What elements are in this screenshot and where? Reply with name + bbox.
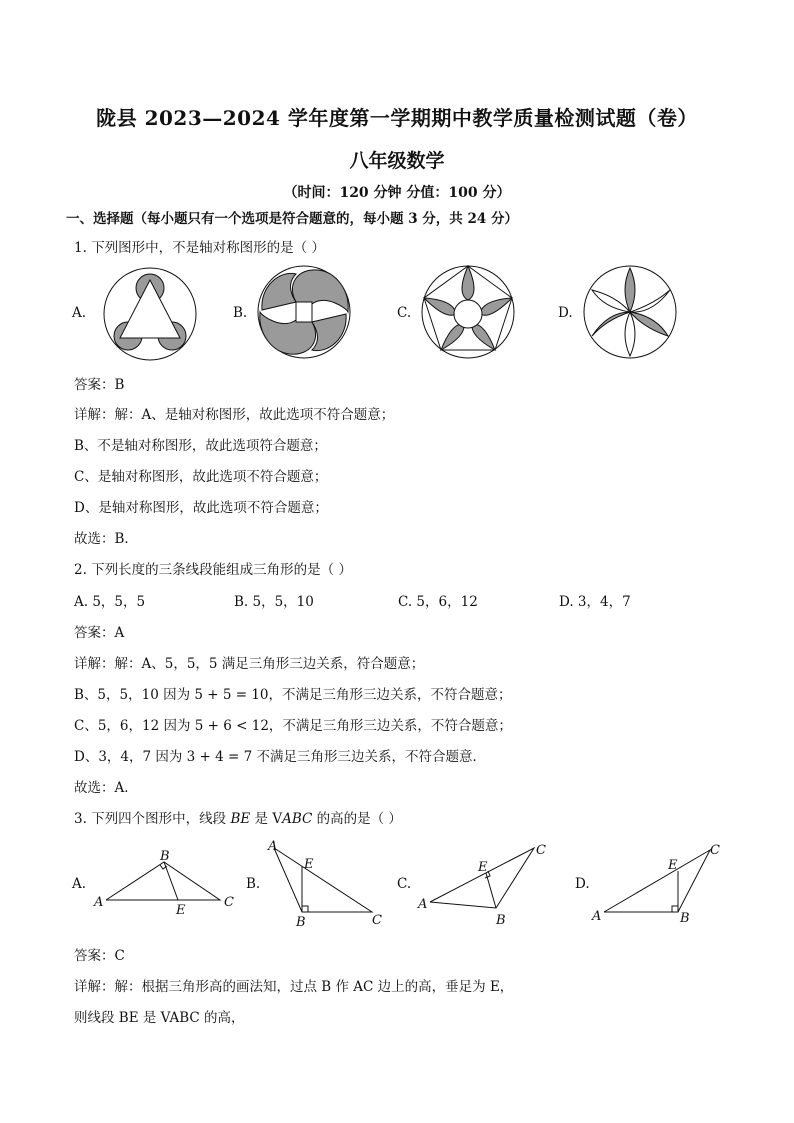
vertex-label-c: C bbox=[224, 895, 234, 910]
q3-figure-d bbox=[588, 840, 728, 930]
q1-explain-line: C、是轴对称图形，故此选项不符合题意； bbox=[74, 469, 328, 485]
page-title: 陇县 2023—2024 学年度第一学期期中教学质量检测试题（卷） bbox=[96, 106, 698, 130]
q1-stem: 1. 下列图形中，不是轴对称图形的是（ ） bbox=[74, 240, 325, 256]
vertex-label-e: E bbox=[668, 858, 678, 873]
vertex-label-a: A bbox=[94, 895, 104, 910]
exam-meta: （时间：120 分钟 分值：100 分） bbox=[283, 185, 511, 201]
q2-answer: 答案：A bbox=[74, 625, 125, 641]
q1-option-d-label: D. bbox=[558, 305, 573, 321]
q2-stem: 2. 下列长度的三条线段能组成三角形的是（ ） bbox=[74, 562, 352, 578]
section-heading: 一、选择题（每小题只有一个选项是符合题意的，每小题 3 分，共 24 分） bbox=[66, 211, 518, 227]
q3-stem-triangle: ABC bbox=[282, 811, 313, 827]
q3-stem-mid: 是 V bbox=[254, 811, 283, 827]
q1-figure-c bbox=[420, 264, 516, 360]
q2-explain-line: C、5，6，12 因为 5 + 6 < 12，不满足三角形三边关系，不符合题意； bbox=[74, 718, 512, 734]
vertex-label-e: E bbox=[478, 860, 488, 875]
vertex-label-b: B bbox=[496, 913, 506, 928]
vertex-label-e: E bbox=[176, 903, 186, 918]
vertex-label-a: A bbox=[268, 839, 278, 854]
q3-figure-c bbox=[414, 840, 554, 930]
q3-option-d-label: D. bbox=[575, 876, 590, 892]
q2-option-c: C. 5，6，12 bbox=[398, 594, 478, 610]
q1-explain-line: B、不是轴对称图形，故此选项符合题意； bbox=[74, 438, 327, 454]
q3-stem bbox=[74, 807, 402, 827]
q2-option-a: A. 5，5，5 bbox=[74, 594, 146, 610]
q3-option-c-label: C. bbox=[397, 876, 412, 892]
q1-explain-line: D、是轴对称图形，故此选项不符合题意； bbox=[74, 500, 328, 516]
q3-option-b-label: B. bbox=[246, 876, 261, 892]
vertex-label-c: C bbox=[536, 843, 546, 858]
vertex-label-a: A bbox=[592, 909, 602, 924]
q1-figure-a bbox=[102, 266, 198, 362]
q3-figure-a bbox=[90, 848, 240, 918]
q1-answer: 答案：B bbox=[74, 377, 125, 393]
q1-figure-b bbox=[256, 264, 352, 360]
q1-option-c-label: C. bbox=[397, 305, 412, 321]
q2-explain-line: 故选：A． bbox=[74, 780, 138, 796]
vertex-label-b: B bbox=[296, 915, 306, 930]
q2-option-d: D. 3，4，7 bbox=[559, 594, 631, 610]
vertex-label-a: A bbox=[418, 897, 428, 912]
q3-stem-prefix: 3. 下列四个图形中，线段 bbox=[74, 811, 227, 827]
q1-figure-d bbox=[582, 264, 678, 360]
q1-explain-line: 故选：B． bbox=[74, 531, 138, 547]
q1-explain-line: 详解：解：A、是轴对称图形，故此选项不符合题意； bbox=[74, 407, 395, 423]
q2-explain-line: D、3，4，7 因为 3 + 4 = 7 不满足三角形三边关系，不符合题意． bbox=[74, 749, 487, 765]
q3-stem-segment: BE bbox=[230, 811, 251, 827]
q3-option-a-label: A. bbox=[72, 876, 87, 892]
q3-explain-line: 则线段 BE 是 VABC 的高， bbox=[74, 1010, 245, 1026]
vertex-label-b: B bbox=[160, 849, 170, 864]
q1-option-b-label: B. bbox=[233, 305, 248, 321]
q3-answer: 答案：C bbox=[74, 948, 125, 964]
q1-option-a-label: A. bbox=[72, 305, 87, 321]
q3-explain-line: 详解：解：根据三角形高的画法知，过点 B 作 AC 边上的高，垂足为 E， bbox=[74, 979, 514, 995]
q3-stem-suffix: 的高的是（ ） bbox=[316, 811, 402, 827]
page-subtitle: 八年级数学 bbox=[349, 150, 445, 172]
vertex-label-b: B bbox=[680, 911, 690, 926]
q2-explain-line: 详解：解：A、5，5，5 满足三角形三边关系，符合题意； bbox=[74, 656, 425, 672]
q2-explain-line: B、5，5，10 因为 5 + 5 = 10，不满足三角形三边关系，不符合题意； bbox=[74, 687, 512, 703]
vertex-label-c: C bbox=[372, 913, 382, 928]
q3-figure-b bbox=[262, 836, 392, 932]
q2-option-b: B. 5，5，10 bbox=[234, 594, 314, 610]
vertex-label-e: E bbox=[304, 857, 314, 872]
vertex-label-c: C bbox=[710, 843, 720, 858]
